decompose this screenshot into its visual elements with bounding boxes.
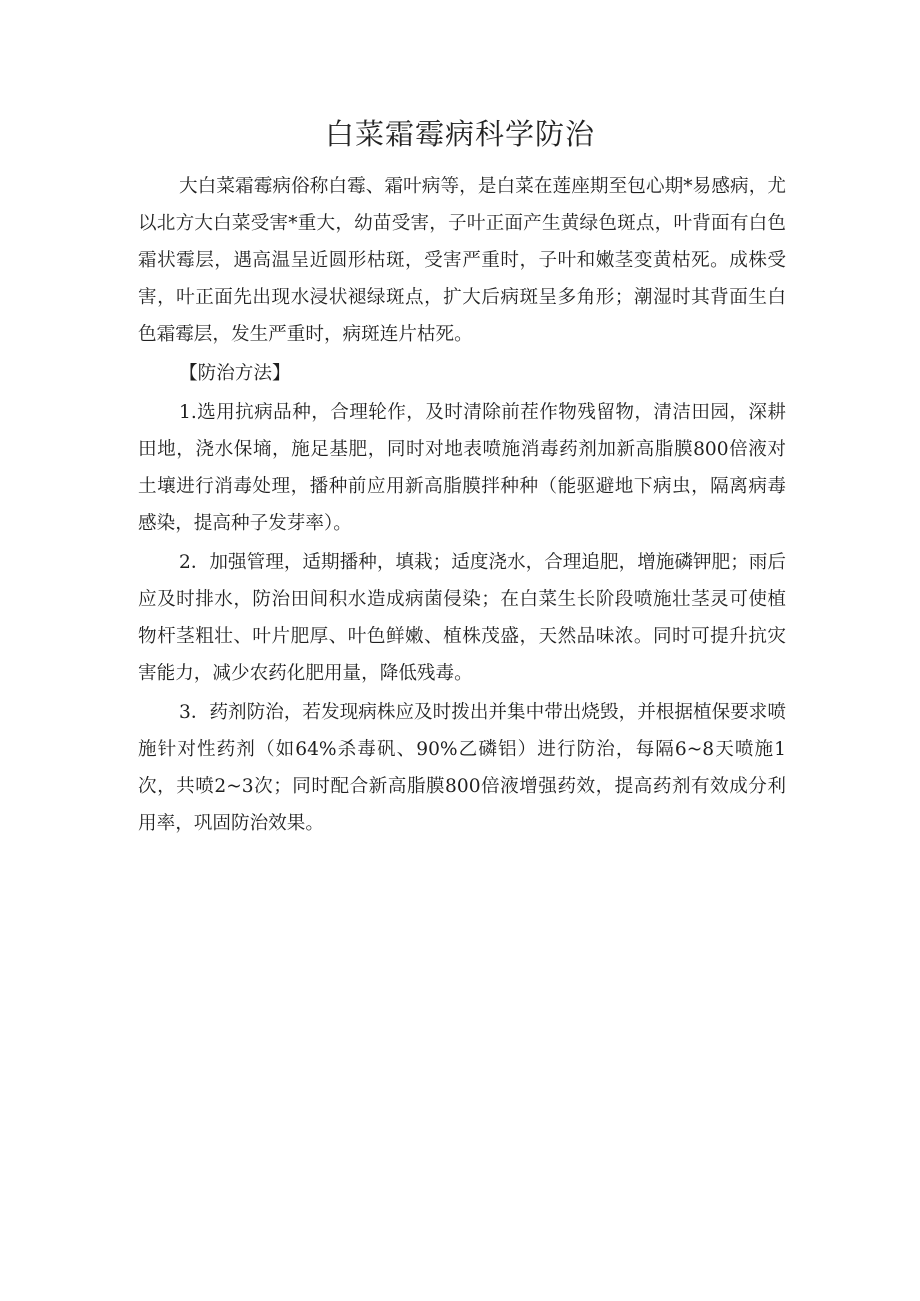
paragraph-method-1: 1.选用抗病品种，合理轮作，及时清除前茬作物残留物，清洁田园，深耕田地，浇水保墒，施足基肥，同时对地表喷施消毒药剂加新高脂膜800倍液对土壤进行消毒处理，播种前应用新高脂膜拌种种（能驱避地下病虫，隔离病毒感染，提高种子发芽率）。 bbox=[138, 402, 786, 534]
paragraph-method-2: 2．加强管理，适期播种，填栽；适度浇水，合理追肥，增施磷钾肥；雨后应及时排水，防治田间积水造成病菌侵染；在白菜生长阶段喷施壮茎灵可使植物杆茎粗壮、叶片肥厚、叶色鲜嫩、植株茂盛，天然品味浓。同时可提升抗灾害能力，减少农药化肥用量，降低残毒。 bbox=[138, 552, 786, 684]
paragraph-intro: 大白菜霜霉病俗称白霉、霜叶病等，是白菜在莲座期至包心期*易感病，尤以北方大白菜受害*重大，幼苗受害，子叶正面产生黄绿色斑点，叶背面有白色霜状霉层，遇高温呈近圆形枯斑，受害严重时，子叶和嫩茎变黄枯死。成株受害，叶正面先出现水浸状褪绿斑点，扩大后病斑呈多角形；潮湿时其背面生白色霜霉层，发生严重时，病斑连片枯死。 bbox=[138, 176, 786, 345]
document-body bbox=[138, 168, 786, 842]
paragraph-method-3: 3．药剂防治，若发现病株应及时拨出并集中带出烧毁，并根据植保要求喷施针对性药剂（如64%杀毒矾、90%乙磷铝）进行防治，每隔6~8天喷施1次，共喷2~3次；同时配合新高脂膜800倍液增强药效，提高药剂有效成分利用率，巩固防治效果。 bbox=[138, 702, 786, 834]
document-title: 白菜霜霉病科学防治 bbox=[324, 117, 595, 151]
section-heading-prevention: 【防治方法】 bbox=[179, 363, 291, 384]
